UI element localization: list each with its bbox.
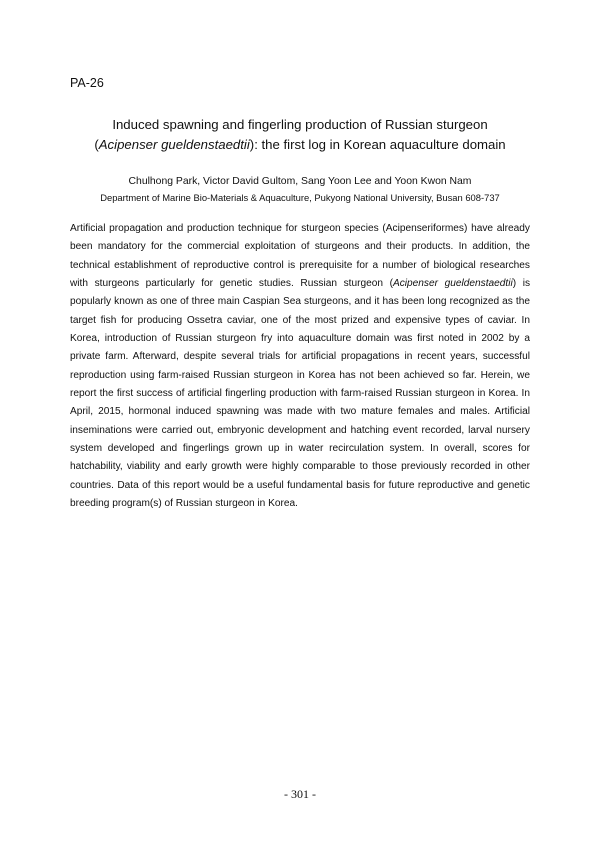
title-line-1: Induced spawning and fingerling production of Russian sturgeon [112, 117, 488, 132]
author-list: Chulhong Park, Victor David Gultom, Sang Yoon Lee and Yoon Kwon Nam [128, 176, 472, 187]
page-number: - 301 - [284, 787, 316, 801]
abstract-code: PA-26 [70, 76, 104, 90]
affiliation: Department of Marine Bio-Materials & Aquaculture, Pukyong National University, Busan 608-737 [100, 192, 500, 203]
abstract-text-part-2: ) is popularly known as one of three main Caspian Sea sturgeons, and it has been long recognized as the target fish for producing Ossetra caviar, one of the most prized and expensive types of caviar. In Korea, introduction of Russian sturgeon fry into aquaculture domain was first noted in 2002 by a private farm. Afterward, despite several trials for artificial propagations in recent years, successful reproduction using farm-raised Russian sturgeon in Korea has not been achieved so far. Herein, we report the first success of artificial fingerling production with farm-raised Russian sturgeon in Korea. In April, 2015, hormonal induced spawning was made with two mature females and males. Artificial inseminations were carried out, embryonic development and hatching event recorded, larval nursery system developed and fingerlings grown up in water recirculation system. In overall, scores for hatchability, viability and early growth were highly comparable to those previously recorded in other countries. Data of this report would be a useful fundamental basis for future reproductive and genetic breeding program(s) of Russian sturgeon in Korea. [70, 278, 531, 510]
paper-title [60, 115, 540, 155]
title-line-2 [60, 135, 540, 155]
abstract-body [70, 220, 530, 514]
abstract-text-part-1: Artificial propagation and production technique for sturgeon species (Acipenseriformes) have already been mandatory for the commercial exploitation of sturgeons and their products. In addition, the technical establishment of reproductive control is prerequisite for a number of biological researches with sturgeons particularly for genetic studies. Russian sturgeon ( [70, 223, 530, 290]
abstract-species-name: Acipenser gueldenstaedtii [392, 278, 513, 290]
title-line-2-rest: ): the first log in Korean aquaculture domain [249, 137, 506, 152]
title-species-name: Acipenser gueldenstaedtii [98, 137, 250, 152]
title-paren-open: ( [94, 137, 99, 152]
